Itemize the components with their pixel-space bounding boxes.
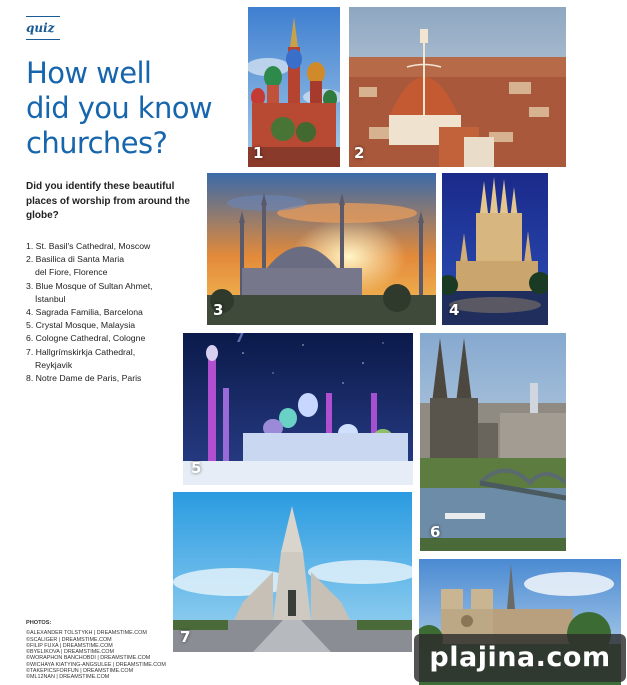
st-basils-illustration xyxy=(248,7,340,167)
crystal-mosque-illustration xyxy=(183,333,413,485)
answer-item xyxy=(26,319,206,332)
credit-line: © ML12NAN | DREAMSTIME.COM xyxy=(26,674,176,680)
photo-crystal-mosque xyxy=(183,333,413,485)
credit-line: © TAKEPICSFORFUN | DREAMSTIME.COM xyxy=(26,668,176,674)
answer-text: 3. Blue Mosque of Sultan Ahmet, xyxy=(26,280,153,291)
photo-number: 1 xyxy=(253,144,264,162)
watermark: plajina.com xyxy=(414,634,626,682)
credits-heading: PHOTOS: xyxy=(26,620,52,626)
answer-continuation: İstanbul xyxy=(35,293,66,304)
answer-text: 1. St. Basil's Cathedral, Moscow xyxy=(26,241,151,251)
credit-line: © FILIP FUXA | DREAMSTIME.COM xyxy=(26,643,176,649)
credit-line: © ALEXANDER TOLSTYKH | DREAMSTIME.COM xyxy=(26,630,176,636)
photo-number-faded: 7 xyxy=(235,333,245,346)
answer-text: 6. Cologne Cathedral, Cologne xyxy=(26,333,146,344)
title-line: How well xyxy=(26,56,152,90)
answer-item xyxy=(26,332,206,345)
answer-text: 7. Hallgrímskirkja Cathedral, xyxy=(26,346,136,357)
photo-sagrada-familia xyxy=(442,173,548,325)
photo-number: 6 xyxy=(430,523,441,541)
answer-item xyxy=(26,372,206,385)
blue-mosque-illustration xyxy=(207,173,436,325)
photo-hallgrimskirkja xyxy=(173,492,412,652)
hallgrimskirkja-illustration xyxy=(173,492,412,652)
answer-item xyxy=(26,240,206,253)
photo-number: 2 xyxy=(354,144,365,162)
credit-line: © WORAPHON BANCHOBDI | DREAMSTIME.COM xyxy=(26,655,176,661)
answer-text: 8. Notre Dame de Paris, Paris xyxy=(26,373,142,384)
credit-line: © SCALIGER | DREAMSTIME.COM xyxy=(26,637,176,643)
answer-item xyxy=(26,306,206,319)
section-tag: quiz xyxy=(26,16,60,40)
answer-item xyxy=(26,346,206,372)
page-title xyxy=(26,56,236,161)
photo-st-basils-cathedral xyxy=(248,7,340,167)
photo-number: 3 xyxy=(213,301,224,319)
photo-credits xyxy=(26,620,176,681)
photo-florence-cathedral xyxy=(349,7,566,167)
florence-illustration xyxy=(349,7,566,167)
lead-text: Did you identify these beautiful places of worship from around the globe? xyxy=(26,181,190,221)
photo-blue-mosque xyxy=(207,173,436,325)
credit-line: © BYELIKOVA | DREAMSTIME.COM xyxy=(26,649,176,655)
photo-number: 7 xyxy=(180,628,191,646)
answer-item xyxy=(26,280,206,306)
photo-number: 4 xyxy=(449,301,460,319)
title-line: churches? xyxy=(26,126,168,160)
answer-continuation: Reykjavik xyxy=(35,359,73,370)
answer-text: 2. Basilica di Santa Maria xyxy=(26,254,125,265)
credit-line: © WICHAYA KIATYING-ANGSULEE | DREAMSTIME.COM xyxy=(26,662,176,668)
title-line: did you know xyxy=(26,91,213,125)
photo-cologne-cathedral xyxy=(420,333,566,551)
photo-number: 5 xyxy=(191,459,202,477)
answer-item xyxy=(26,253,206,279)
answer-text: 4. Sagrada Familia, Barcelona xyxy=(26,307,143,318)
answer-text: 5. Crystal Mosque, Malaysia xyxy=(26,320,136,331)
answer-continuation: del Fiore, Florence xyxy=(35,267,108,278)
cologne-illustration xyxy=(420,333,566,551)
answer-list xyxy=(26,240,206,385)
